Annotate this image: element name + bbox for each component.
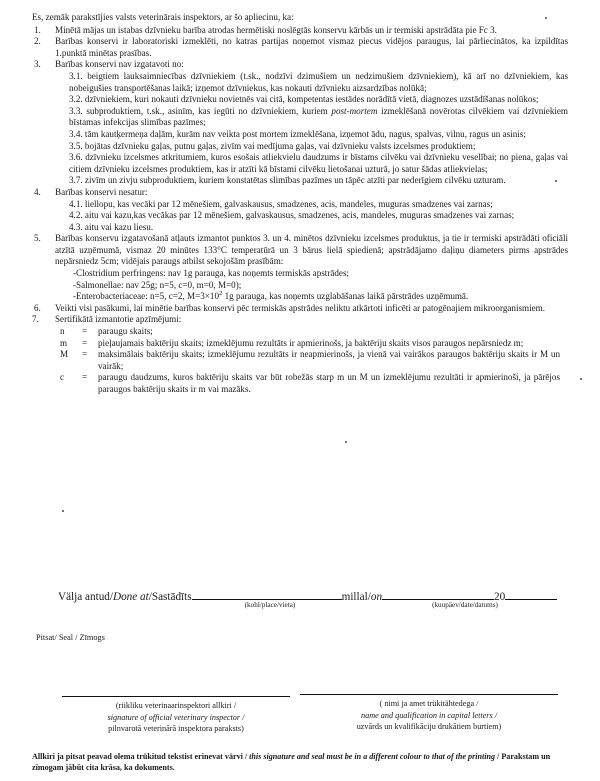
criteria-bullets xyxy=(55,268,568,303)
definition-text: paraugu daudzums, kuros baktēriju skaits var būt robežās starp m un M un izmeklējumu rezultāti ir apmierinoši, ja pārējos paraugos baktēriju skaits ir m vai mazāks. xyxy=(98,372,560,394)
year-prefix: 20 xyxy=(494,591,506,603)
signature-block-inspector xyxy=(62,696,290,735)
definition-row xyxy=(60,338,560,350)
item-number: 7. xyxy=(32,314,39,325)
sub-item-3-3: 3.3. subproduktiem, t.sk., asinīm, kas iegūti no dzīvniekiem, kuriem post-mortem izmeklēšanā novērotas cilvēkiem vai dzīvniekiem bīstamas infekcijas slimības pazīmes; xyxy=(69,105,568,128)
caption-line-1: ( nimi ja amet trükitähtedega / xyxy=(379,699,479,708)
footnote-part-lv: / Parakstam un zīmogam jābūt cita krāsa, ka dokuments. xyxy=(32,752,551,772)
sub-item-4-3: 4.3. aitu vai kazu liesu. xyxy=(69,221,154,232)
footnote-part-eng: this signature and seal must be in a different colour to that of the printing xyxy=(249,752,496,761)
list-item-4 xyxy=(32,187,568,233)
done-label-est: Välja antud/ xyxy=(58,591,113,603)
exponent: 2 xyxy=(219,290,223,298)
item-text: Sertifikātā izmantotie apzīmējumi: xyxy=(55,314,182,325)
sub-item-3-7: 3.7. zivīm un zivju subproduktiem, kuriem konstatētas slimības pazīmes un tāpēc atzīti par nederīgiem cilvēku uzturam. xyxy=(69,175,506,186)
list-item-2 xyxy=(32,36,568,59)
criteria-enterobacteriaceae: -Enterobacteriaceae: n=5, c=2, $M=3\times 10^2$ 1g parauga, kas noņemts uzglabāšanas laikā pārstrādes uzņēmumā. xyxy=(73,290,469,302)
certification-list xyxy=(32,25,568,326)
definition-symbol: n xyxy=(60,326,65,337)
scan-speck xyxy=(62,510,64,512)
definition-equals: = xyxy=(82,372,88,383)
year-input-line[interactable] xyxy=(505,588,557,600)
list-item-1 xyxy=(32,25,568,37)
caption-line-3: uzvārds un kvalifikāciju drukātiem burtiem) xyxy=(356,722,502,731)
item-text: Minētā mājas un istabas dzīvnieku barība atrodas hermētiski noslēgtās konservu kārbās un ir termiski apstrādāta pie Fc 3. xyxy=(55,24,497,35)
document-body xyxy=(32,12,568,396)
sub-item-4-2: 4.2. aitu vai kazu,kas vecākas par 12 mēnešiem, galvaskausus, smadzenes, acis, mandeles, muguras smadzenes vai zarnas; xyxy=(69,210,515,221)
criteria-salmonellae: -Salmonellae: nav 25g; n=5, c=0, m=0, M=0); xyxy=(73,279,242,290)
signature-block-name xyxy=(300,694,558,733)
item-number: 2. xyxy=(34,36,41,47)
definition-equals: = xyxy=(82,349,88,360)
definition-text: pieļaujamais baktēriju skaits; izmeklējumu rezultāts ir apmierinošs, ja baktēriju skaits visos paraugos nepārsniedz m; xyxy=(98,337,524,348)
definition-symbol: c xyxy=(60,372,65,383)
item-number: 4. xyxy=(34,186,41,197)
item-number: 1. xyxy=(34,24,41,35)
item-text: Barības konservi nesatur: xyxy=(55,186,148,197)
signature-caption-name xyxy=(300,698,558,733)
item-text: Barības konservi ir laboratoriski izmeklēti, no katras partijas noņemot vismaz piecus vidējos paraugus, lai pārliecinātos, ka izpildītas 1.punktā minētas prasības. xyxy=(55,36,568,58)
footnote-part-est: Allkiri ja pitsat peavad olema trükitud tekstist erinevat värvi / xyxy=(32,752,250,761)
sub-item-4-1: 4.1. liellopu, kas vecāki par 12 mēnešiem, galvaskausus, smadzenes, acis, mandeles, muguras smadzenes vai zarnas; xyxy=(69,198,493,209)
criteria-clostridium: -Clostridium perfringens: nav 1g parauga, kas noņemts termiskās apstrādes; xyxy=(73,268,350,279)
sub-item-3-2: 3.2. dzīvniekiem, kuri nokauti dzīvnieku novietnēs vai citā, kompetentas iestādes norādītā vietā, diagnozes uzstādīšanas nolūkos; xyxy=(69,94,539,105)
footnote xyxy=(32,752,568,773)
abbreviation-definitions xyxy=(60,326,560,396)
caption-line-2: signature of official veterinary inspector / xyxy=(107,712,245,722)
list-item-6 xyxy=(32,303,568,315)
signature-line-name[interactable] xyxy=(300,694,558,695)
caption-line-2: name and qualification in capital letters / xyxy=(361,710,497,720)
signature-line-inspector[interactable] xyxy=(62,696,290,697)
place-input-line[interactable] xyxy=(192,588,342,600)
definition-symbol: m xyxy=(60,337,68,348)
on-label-est: millal/ xyxy=(341,591,371,603)
done-label-lv: /Sastādīts xyxy=(148,591,192,603)
scan-speck xyxy=(345,441,347,443)
definition-row xyxy=(60,372,560,395)
definition-equals: = xyxy=(82,337,88,348)
date-input-line[interactable] xyxy=(382,588,494,600)
sub-item-3-4: 3.4. tām kautķermeņa daļām, kurām nav veikta post mortem izmeklēšana, izņemot ādu, nagus, spalvas, vilnu, ragus un asinis; xyxy=(69,128,526,139)
seal-label: Pitsat/ Seal / Zīmogs xyxy=(36,633,105,642)
definition-row xyxy=(60,349,560,372)
caption-line-1: (riikliku veterinaarinspektori allkiri / xyxy=(115,701,237,710)
definition-equals: = xyxy=(82,326,88,337)
sub-list-4 xyxy=(55,199,568,234)
item-number: 3. xyxy=(34,59,41,70)
sub-item-3-6: 3.6. dzīvnieku izcelsmes atkritumiem, kuros esošais atliekvielu daudzums ir bīstams cilvēku vai dzīvnieku veselībai; no piena, gaļas vai citiem dzīvnieku izcelsmes produktiem, kas ir atzīti kā bīstami cilvēku lietošanai uzturā, jo satur šādas atliekvielas; xyxy=(69,152,568,174)
on-label-eng: on xyxy=(370,591,383,603)
definition-text: maksimālais baktēriju skaits; izmeklējumu rezultāts ir neapmierinošs, ja vienā vai vairākos paraugos baktēriju skaits ir M un vairāk; xyxy=(98,349,560,371)
intro-paragraph: Es, zemāk parakstījies valsts veterinārais inspektors, ar šo apliecinu, ka: xyxy=(32,12,294,22)
date-caption-text: (kuupäev/date/datums) xyxy=(432,601,498,609)
item-number: 5. xyxy=(34,233,41,244)
place-caption-text: (kohl/place/vieta) xyxy=(244,601,296,609)
item-text: Barības konservu izgatavošanā atļauts izmantot punktos 3. un 4. minētos dzīvnieku izcelsmes produktus, ja tie ir termiski apstrādāti oficiāli atzītā uzņēmumā, vismaz 20 minūtes 133°C temperatūrā un 3 bārus lielā spiedienā; apstrādājamo daļiņu diameters pirms apstrādes nepārsniedz 5cm; vidējais paraugs atbilst sekojošām prasībām: xyxy=(55,233,568,267)
date-caption xyxy=(400,601,530,609)
definition-row xyxy=(60,326,560,338)
definition-text: paraugu skaits; xyxy=(98,326,153,337)
list-item-5 xyxy=(32,233,568,303)
sub-item-3-5: 3.5. bojātas dzīvnieku gaļas, putnu gaļas, zivīm vai medījuma gaļas, vai dzīvnieku valsts izcelsmes produktiem; xyxy=(69,140,476,151)
done-label-eng: Done at xyxy=(113,591,149,603)
list-item-7 xyxy=(32,314,568,326)
item-number: 6. xyxy=(34,302,41,313)
caption-line-3: pilnvarotā veterinārā inspektora paraksts) xyxy=(108,724,244,733)
signature-caption-inspector xyxy=(62,700,290,735)
latin-term: post-mortem xyxy=(331,105,378,116)
list-item-3 xyxy=(32,59,568,187)
scan-speck xyxy=(580,378,582,380)
sub-list-3 xyxy=(55,71,568,187)
definition-symbol: M xyxy=(60,349,69,360)
item-text: Barības konservi nav izgatavoti no: xyxy=(55,59,184,70)
sub-item-3-1: 3.1. beigtiem lauksaimniecības dzīvniekiem (t.sk., nodzīvi dzimušiem un nedzimušiem dzīvniekiem), kā arī no dzīvniekiem, kas nobeigušies transportēšanas laikā; izņemot dzīvniekus, kas nokauti dzīvnieku aizsardzības nolūkā; xyxy=(69,70,568,93)
item-text: Veikti visi pasākumi, lai minētie barības konservi pēc termiskās apstrādes neliktu atkārtoti inficēti ar patogēnajiem mikroorganismiem. xyxy=(55,302,546,313)
place-caption xyxy=(210,601,330,609)
